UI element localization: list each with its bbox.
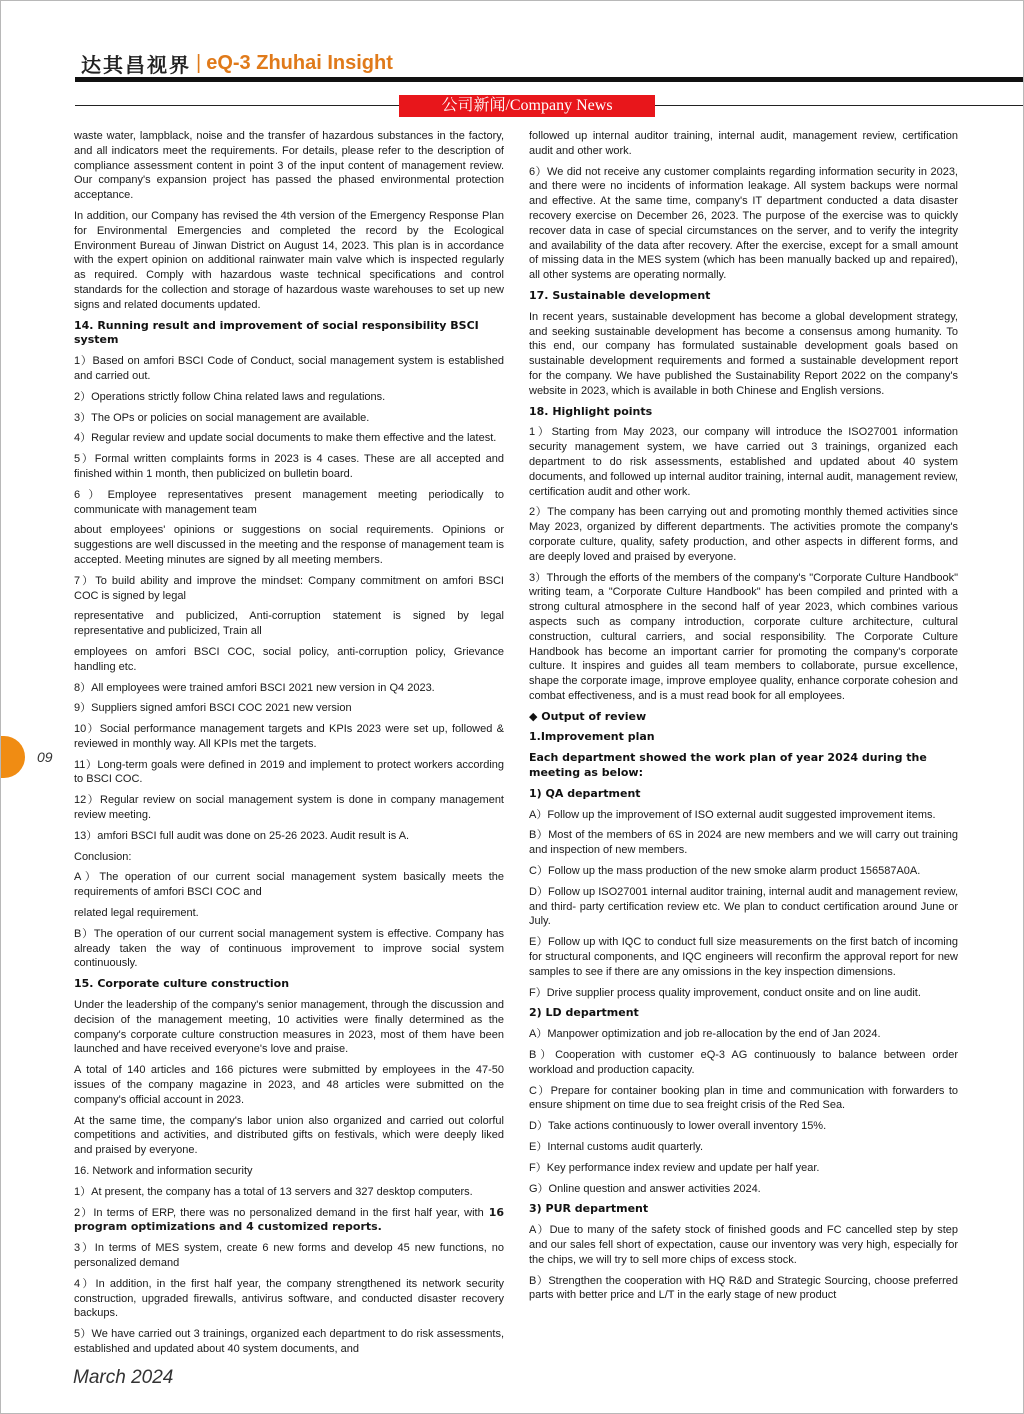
paragraph-text: 8）All employees were trained amfori BSCI 2021 new version in Q4 2023. [74, 681, 435, 694]
paragraph [529, 808, 958, 823]
paragraph [74, 850, 504, 865]
paragraph-text: 2）Operations strictly follow China related laws and regulations. [74, 390, 386, 403]
left-column [74, 129, 504, 1359]
paragraph-text: 4）Regular review and update social documents to make them effective and the latest. [74, 432, 497, 445]
paragraph [74, 574, 504, 604]
paragraph [529, 828, 958, 858]
paragraph-text: Under the leadership of the company's senior management, through the discussion and decision of the management meeting, 10 activities were finally determined as the company's corporate culture construction measures in 2023, most of them have been launched and have received everyone's love and praise. [74, 999, 504, 1056]
paragraph [74, 452, 504, 482]
section-heading [529, 1202, 958, 1217]
paragraph-text: 13）amfori BSCI full audit was done on 25-26 2023. Audit result is A. [74, 829, 410, 842]
paragraph [74, 523, 504, 567]
paragraph-text: 2）The company has been carrying out and promoting monthly themed activities since May 2023, organized by different departments. The activities promote the company's corporate culture, quality, safety production, and other aspects in different forms, and are deeply loved and praised by everyone. [529, 506, 958, 563]
paragraph [529, 571, 958, 704]
paragraph-text: At the same time, the company's labor union also organized and carried out colorful competitions and activities, and distributed gifts on festivals, which were deeply liked and praised by everyone. [74, 1114, 504, 1157]
paragraph [74, 354, 504, 384]
paragraph-text: 18. Highlight points [529, 404, 653, 418]
section-heading [529, 710, 958, 725]
paragraph [74, 681, 504, 696]
paragraph-text: 5）Formal written complaints forms in 2023 is 4 cases. These are all accepted and finished within 1 month, then publicized on bulletin board. [74, 453, 504, 480]
paragraph [74, 1164, 504, 1179]
paragraph-text: A）Follow up the improvement of ISO external audit suggested improvement items. [529, 808, 936, 821]
paragraph-text: A）The operation of our current social management system basically meets the requirements of amfori BSCI COC and [74, 871, 504, 899]
paragraph [529, 129, 958, 159]
paragraph [74, 870, 504, 900]
paragraph-text: Conclusion: [74, 850, 132, 863]
paragraph-text: 1）Starting from May 2023, our company will introduce the ISO27001 information security management system, we have carried out 3 trainings, organized each department to do risk assessments, established and updated about 40 system documents, and followed up internal auditor training, internal audit, management review, certification audit and other work. [529, 426, 958, 498]
paragraph-text: 1.Improvement plan [529, 730, 655, 744]
paragraph [529, 1119, 958, 1134]
paragraph-text: 3）The OPs or policies on social management are available. [74, 411, 370, 424]
paragraph [74, 906, 504, 921]
paragraph-text: A）Manpower optimization and job re-allocation by the end of Jan 2024. [529, 1028, 881, 1041]
paragraph [529, 986, 958, 1001]
paragraph [529, 1274, 958, 1304]
paragraph [74, 829, 504, 844]
paragraph [74, 793, 504, 823]
paragraph-text: 9）Suppliers signed amfori BSCI COC 2021 new version [74, 702, 352, 715]
paragraph [529, 864, 958, 879]
paragraph-text: 14. Running result and improvement of social responsibility BSCI system [74, 318, 479, 347]
header-separator: | [196, 51, 202, 74]
paragraph-text: C）Follow up the mass production of the new smoke alarm product 156587A0A. [529, 865, 921, 878]
paragraph [529, 505, 958, 564]
paragraph [529, 1140, 958, 1155]
paragraph [74, 609, 504, 639]
paragraph [74, 758, 504, 788]
header-thick-rule [75, 77, 1023, 82]
paragraph [74, 1206, 504, 1236]
paragraph [529, 1161, 958, 1176]
paragraph [529, 165, 958, 283]
section-heading [529, 751, 958, 781]
paragraph-text: In recent years, sustainable development has become a global development strategy, and seeking sustainable development has become a consensus among humanity. To this end, our company has formulated sustainable development goals based on sustainable development requirements and formed a sustainable development report for the company. We have published the Sustainability Report 2022 on the company's website in 2023, which is available in both Chinese and English versions. [529, 310, 958, 397]
section-heading [529, 1006, 958, 1021]
paragraph [74, 209, 504, 313]
paragraph-text: B）Strengthen the cooperation with HQ R&D and Strategic Sourcing, choose preferred parts with better price and L/T in the early stage of new product [529, 1274, 958, 1302]
paragraph-text: ◆ Output of review [529, 709, 647, 723]
section-heading [74, 977, 504, 992]
paragraph-text: B）The operation of our current social management system is effective. Company has already taken the way of continuous improvement to improve social system continuously. [74, 927, 504, 970]
section-heading [529, 730, 958, 745]
page-number: 09 [37, 749, 53, 765]
paragraph-text: 10）Social performance management targets and KPIs 2023 were set up, followed & reviewed in monthly way. All KPIs met the targets. [74, 723, 504, 750]
paragraph-text: 5）We have carried out 3 trainings, organized each department to do risk assessments, established and updated about 40 system documents, and [74, 1328, 504, 1355]
paragraph [529, 1182, 958, 1197]
paragraph-text: Each department showed the work plan of year 2024 during the meeting as below: [529, 751, 927, 780]
paragraph-text: 1) QA department [529, 786, 641, 800]
paragraph [74, 701, 504, 716]
paragraph-text: 2）In terms of ERP, there was no personalized demand in the first half year, with [74, 1206, 484, 1219]
paragraph [529, 1048, 958, 1078]
paragraph-text: B）Most of the members of 6S in 2024 are new members and we will carry out training and inspection of new members. [529, 829, 958, 857]
paragraph-text: 1）Based on amfori BSCI Code of Conduct, social management system is established and carried out. [74, 355, 504, 382]
paragraph-text: D）Follow up ISO27001 internal auditor training, internal audit and management review, and third- party certification review etc. We plan to conduct certification around June or July. [529, 885, 958, 928]
paragraph-text: representative and publicized, Anti-corruption statement is signed by legal representative and publicized, Train all [74, 610, 504, 638]
section-tab: 公司新闻/Company News [399, 95, 655, 117]
paragraph [529, 885, 958, 929]
paragraph-text: waste water, lampblack, noise and the transfer of hazardous substances in the factory, and all indicators meet the requirements. For details, please refer to the description of compliance assessment content in point 3 of the input content of management review. Our company's expansion project has passed the phased environmental protection acceptance. [74, 130, 504, 202]
paragraph-text: In addition, our Company has revised the 4th version of the Emergency Response Plan for Environmental Emergencies and completed the record by the Ecological Environment Bureau of Jinwan District on August 14, 2023. This plan is in accordance with the expert opinion on additional rainwater main valve which is inspected regularly as required. Comply with hazardous waste technical specifications and control standards for the collection and storage of hazardous waste warehouses to set up new signs and related documents updated. [74, 209, 504, 311]
paragraph [74, 1063, 504, 1107]
paragraph [74, 927, 504, 971]
paragraph [74, 1185, 504, 1200]
paragraph-text: 4）In addition, in the first half year, the company strengthened its network security construction, upgraded firewalls, antivirus software, and conducted disaster recovery backups. [74, 1277, 504, 1320]
paragraph-text: 6）We did not receive any customer complaints regarding information security in 2023, and there were no incidents of information leakage. All system backups were normal and effective. At the same time, company's IT department conducted a data disaster recovery exercise on December 26, 2023. The purpose of the exercise was to quickly recover data in case of special circumstances on the server, and to verify the integrity and availability of the data after recovery. After the exercise, except for a small amount of missing data in the MES system (which has been manually backed up and repaired), all other systems are operating normally. [529, 165, 958, 282]
paragraph [74, 411, 504, 426]
paragraph [529, 1223, 958, 1267]
right-column [529, 129, 958, 1359]
paragraph-text: C）Prepare for container booking plan in time and communication with forwarders to ensure shipment on time due to sea freight crisis of the Red Sea. [529, 1084, 958, 1112]
paragraph-text: 3）Through the efforts of the members of the company's "Corporate Culture Handbook" writing team, a "Corporate Culture Handbook" has been compiled and printed with a strong cultural atmosphere in the second half of year 2023, which combines various aspects such as company introduction, corporate culture architecture, cultural construction, cultural carriers, and social responsibility. The Corporate Culture Handbook has become an important carrier for promoting the company's corporate culture. It inspires and guides all team members to collaborate, pursue excellence, shape the corporate image, improve employee quality, enhance corporate cohesion and combat effectiveness, and is a must read book for all employees. [529, 571, 958, 702]
paragraph [529, 310, 958, 399]
paragraph [529, 1027, 958, 1042]
section-heading [529, 787, 958, 802]
paragraph-text: 3) PUR department [529, 1202, 649, 1216]
paragraph [74, 1327, 504, 1357]
paragraph [529, 935, 958, 979]
header-title-cn: 达其昌视界 [81, 52, 191, 77]
header-title-en: eQ-3 Zhuhai Insight [206, 51, 393, 74]
paragraph-text: related legal requirement. [74, 907, 199, 920]
bold-text: 16 program optimizations and 4 customized reports. [74, 1205, 504, 1234]
paragraph [74, 431, 504, 446]
paragraph-text: 2) LD department [529, 1006, 639, 1020]
paragraph-text: G）Online question and answer activities 2024. [529, 1182, 761, 1195]
paragraph-text: B）Cooperation with customer eQ-3 AG continuously to balance between order workload and production capacity. [529, 1049, 958, 1076]
paragraph-text: F）Drive supplier process quality improvement, conduct onsite and on line audit. [529, 986, 921, 999]
paragraph-text: 12）Regular review on social management system is done in company management review meeting. [74, 794, 504, 822]
paragraph [74, 1277, 504, 1321]
paragraph-text: 11）Long-term goals were defined in 2019 and implement to protect workers according to BSCI COC. [74, 758, 504, 786]
paragraph-text: 7）To build ability and improve the mindset: Company commitment on amfori BSCI COC is signed by legal [74, 574, 504, 602]
section-heading [74, 319, 504, 349]
paragraph-text: 6）Employee representatives present management meeting periodically to communicate with management team [74, 488, 504, 516]
paragraph-text: E）Follow up with IQC to conduct full size measurements on the first batch of incoming for structural components, and IQC engineers will reconfirm the approval report for new samples to see if there are any omissions in the key inspection dimensions. [529, 936, 958, 978]
paragraph-text: F）Key performance index review and update per half year. [529, 1161, 820, 1174]
page-header [81, 47, 393, 79]
paragraph [74, 722, 504, 752]
paragraph-text: 1）At present, the company has a total of 13 servers and 327 desktop computers. [74, 1185, 473, 1198]
paragraph [74, 129, 504, 203]
paragraph [74, 998, 504, 1057]
paragraph [74, 488, 504, 518]
footer-date: March 2024 [73, 1367, 174, 1388]
paragraph-text: A）Due to many of the safety stock of finished goods and FC cancelled step by step and our sales fell short of expectation, cause our inventory was very high, especially for the chips, we will try to sell more chips of excess stock. [529, 1224, 958, 1266]
paragraph [74, 1241, 504, 1271]
paragraph-text: 16. Network and information security [74, 1165, 253, 1178]
paragraph-text: followed up internal auditor training, internal audit, management review, certification audit and other work. [529, 130, 958, 157]
section-heading [529, 289, 958, 304]
paragraph-text: 17. Sustainable development [529, 288, 711, 302]
paragraph-text: employees on amfori BSCI COC, social policy, anti-corruption policy, Grievance handling etc. [74, 645, 504, 673]
paragraph-text: 15. Corporate culture construction [74, 977, 290, 991]
paragraph-text: 3）In terms of MES system, create 6 new forms and develop 45 new functions, no personalized demand [74, 1242, 504, 1269]
section-heading [529, 405, 958, 420]
paragraph-text: E）Internal customs audit quarterly. [529, 1141, 704, 1154]
page-number-tab [0, 736, 25, 778]
paragraph-text: A total of 140 articles and 166 pictures were submitted by employees in the 47-50 issues of the company magazine in 2023, and 48 articles were submitted on the company's official account in 2023. [74, 1064, 504, 1106]
paragraph [74, 390, 504, 405]
paragraph [74, 1114, 504, 1158]
paragraph [529, 425, 958, 499]
paragraph-text: about employees' opinions or suggestions on social requirements. Opinions or suggestions are well discussed in the meeting and the response of management team is accepted. Meeting minutes are signed by all meeting members. [74, 524, 504, 566]
paragraph [529, 1084, 958, 1114]
paragraph [74, 645, 504, 675]
paragraph-text: D）Take actions continuously to lower overall inventory 15%. [529, 1120, 827, 1133]
